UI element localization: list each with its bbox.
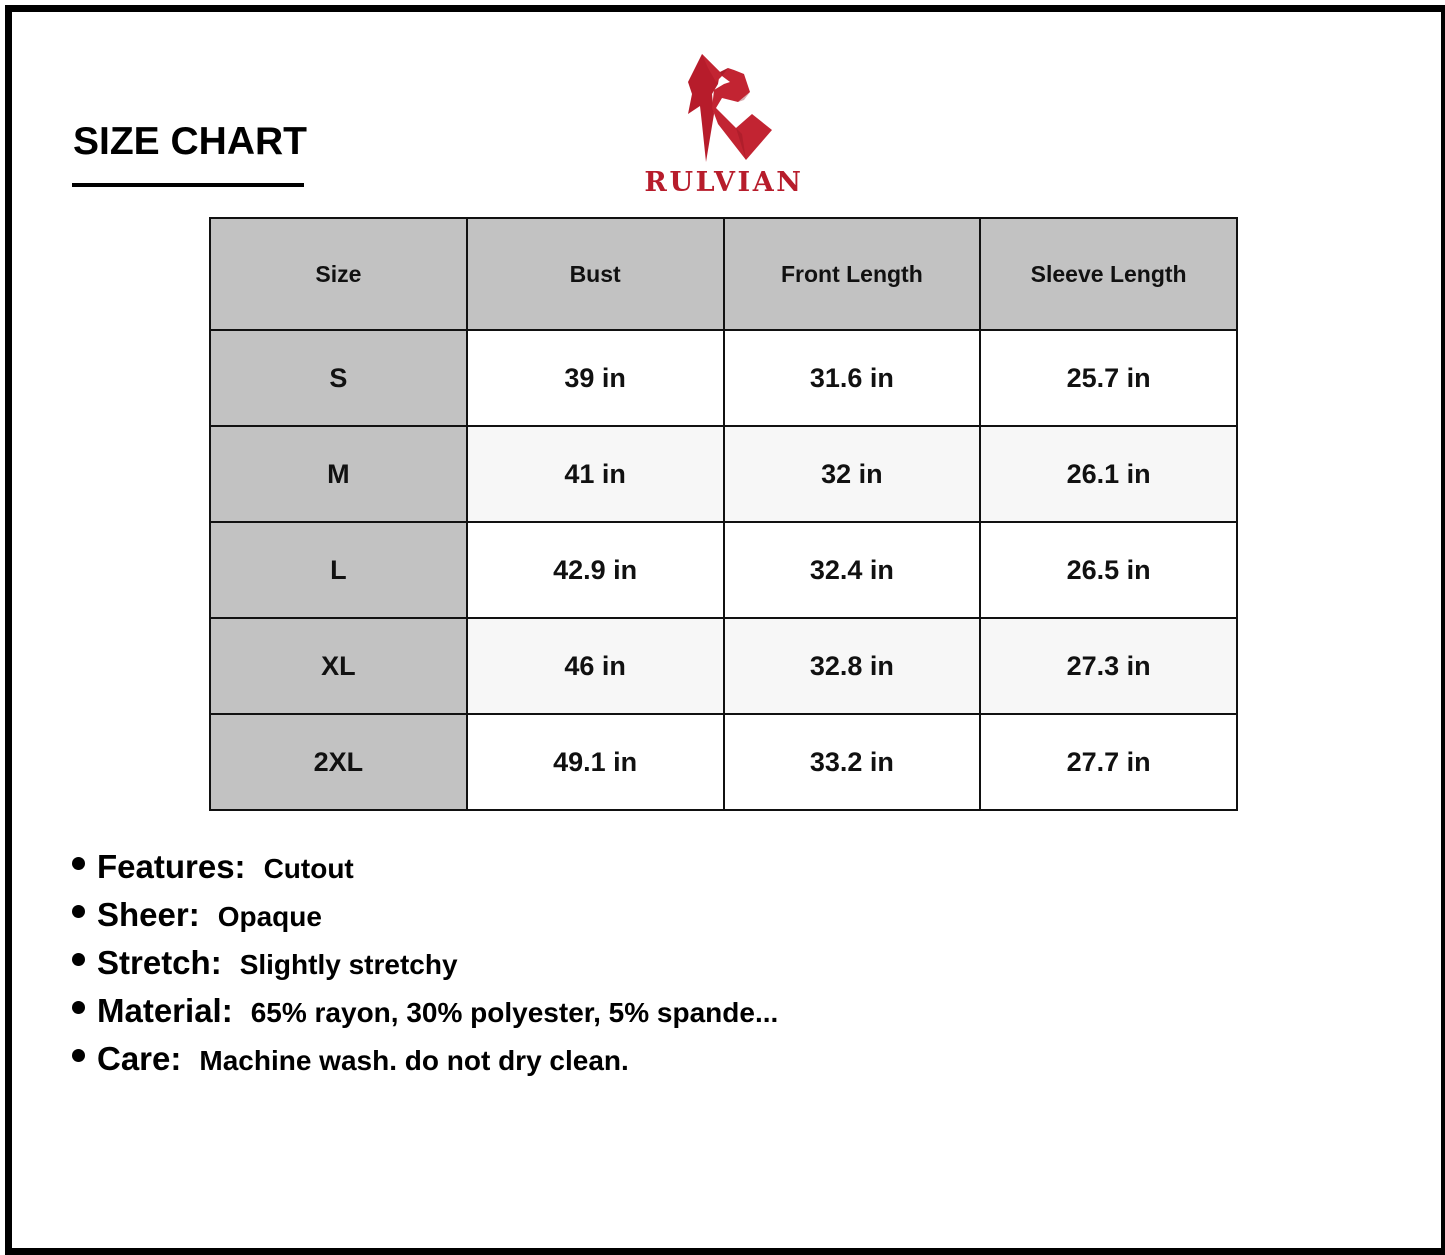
- feature-item-sheer: [72, 896, 778, 944]
- bust-cell: 49.1 in: [467, 714, 724, 810]
- feature-value: 65% rayon, 30% polyester, 5% spande...: [250, 997, 779, 1028]
- bullet-icon: [72, 1001, 85, 1014]
- brand-wordmark: RULVIAN: [644, 167, 804, 198]
- feature-item-features: [72, 848, 778, 896]
- feature-label: Material:: [97, 992, 233, 1029]
- feature-value: Machine wash. do not dry clean.: [199, 1045, 629, 1076]
- feature-item-material: [72, 992, 778, 1040]
- feature-value: Slightly stretchy: [239, 949, 458, 980]
- bullet-icon: [72, 1049, 85, 1062]
- column-header-front-length: Front Length: [724, 218, 981, 330]
- sleeve-length-cell: 27.3 in: [980, 618, 1237, 714]
- feature-value: Cutout: [263, 853, 354, 884]
- column-header-sleeve-length: Sleeve Length: [980, 218, 1237, 330]
- page-title: SIZE CHART: [73, 120, 307, 163]
- bust-cell: 46 in: [467, 618, 724, 714]
- feature-label: Sheer:: [97, 896, 200, 933]
- size-cell: M: [210, 426, 467, 522]
- bullet-icon: [72, 857, 85, 870]
- size-cell: XL: [210, 618, 467, 714]
- column-header-size: Size: [210, 218, 467, 330]
- feature-value: Opaque: [217, 901, 322, 932]
- title-underline: [72, 183, 304, 187]
- rulvian-r-logo-icon: [678, 54, 774, 164]
- feature-label: Features:: [97, 848, 246, 885]
- sleeve-length-cell: 26.1 in: [980, 426, 1237, 522]
- table-row: [210, 714, 1237, 810]
- bullet-icon: [72, 905, 85, 918]
- sleeve-length-cell: 25.7 in: [980, 330, 1237, 426]
- front-length-cell: 32.4 in: [724, 522, 981, 618]
- size-cell: 2XL: [210, 714, 467, 810]
- sleeve-length-cell: 27.7 in: [980, 714, 1237, 810]
- feature-item-stretch: [72, 944, 778, 992]
- front-length-cell: 31.6 in: [724, 330, 981, 426]
- table-row: [210, 522, 1237, 618]
- feature-label: Stretch:: [97, 944, 222, 981]
- size-chart-table: [209, 217, 1238, 811]
- bust-cell: 42.9 in: [467, 522, 724, 618]
- size-cell: L: [210, 522, 467, 618]
- feature-label: Care:: [97, 1040, 182, 1077]
- size-cell: S: [210, 330, 467, 426]
- bust-cell: 39 in: [467, 330, 724, 426]
- bust-cell: 41 in: [467, 426, 724, 522]
- front-length-cell: 32 in: [724, 426, 981, 522]
- table-row: [210, 330, 1237, 426]
- table-row: [210, 618, 1237, 714]
- product-features-list: [72, 848, 778, 1088]
- brand-logo: [628, 52, 820, 198]
- table-row: [210, 426, 1237, 522]
- column-header-bust: Bust: [467, 218, 724, 330]
- front-length-cell: 32.8 in: [724, 618, 981, 714]
- feature-item-care: [72, 1040, 778, 1088]
- sleeve-length-cell: 26.5 in: [980, 522, 1237, 618]
- bullet-icon: [72, 953, 85, 966]
- front-length-cell: 33.2 in: [724, 714, 981, 810]
- table-header-row: [210, 218, 1237, 330]
